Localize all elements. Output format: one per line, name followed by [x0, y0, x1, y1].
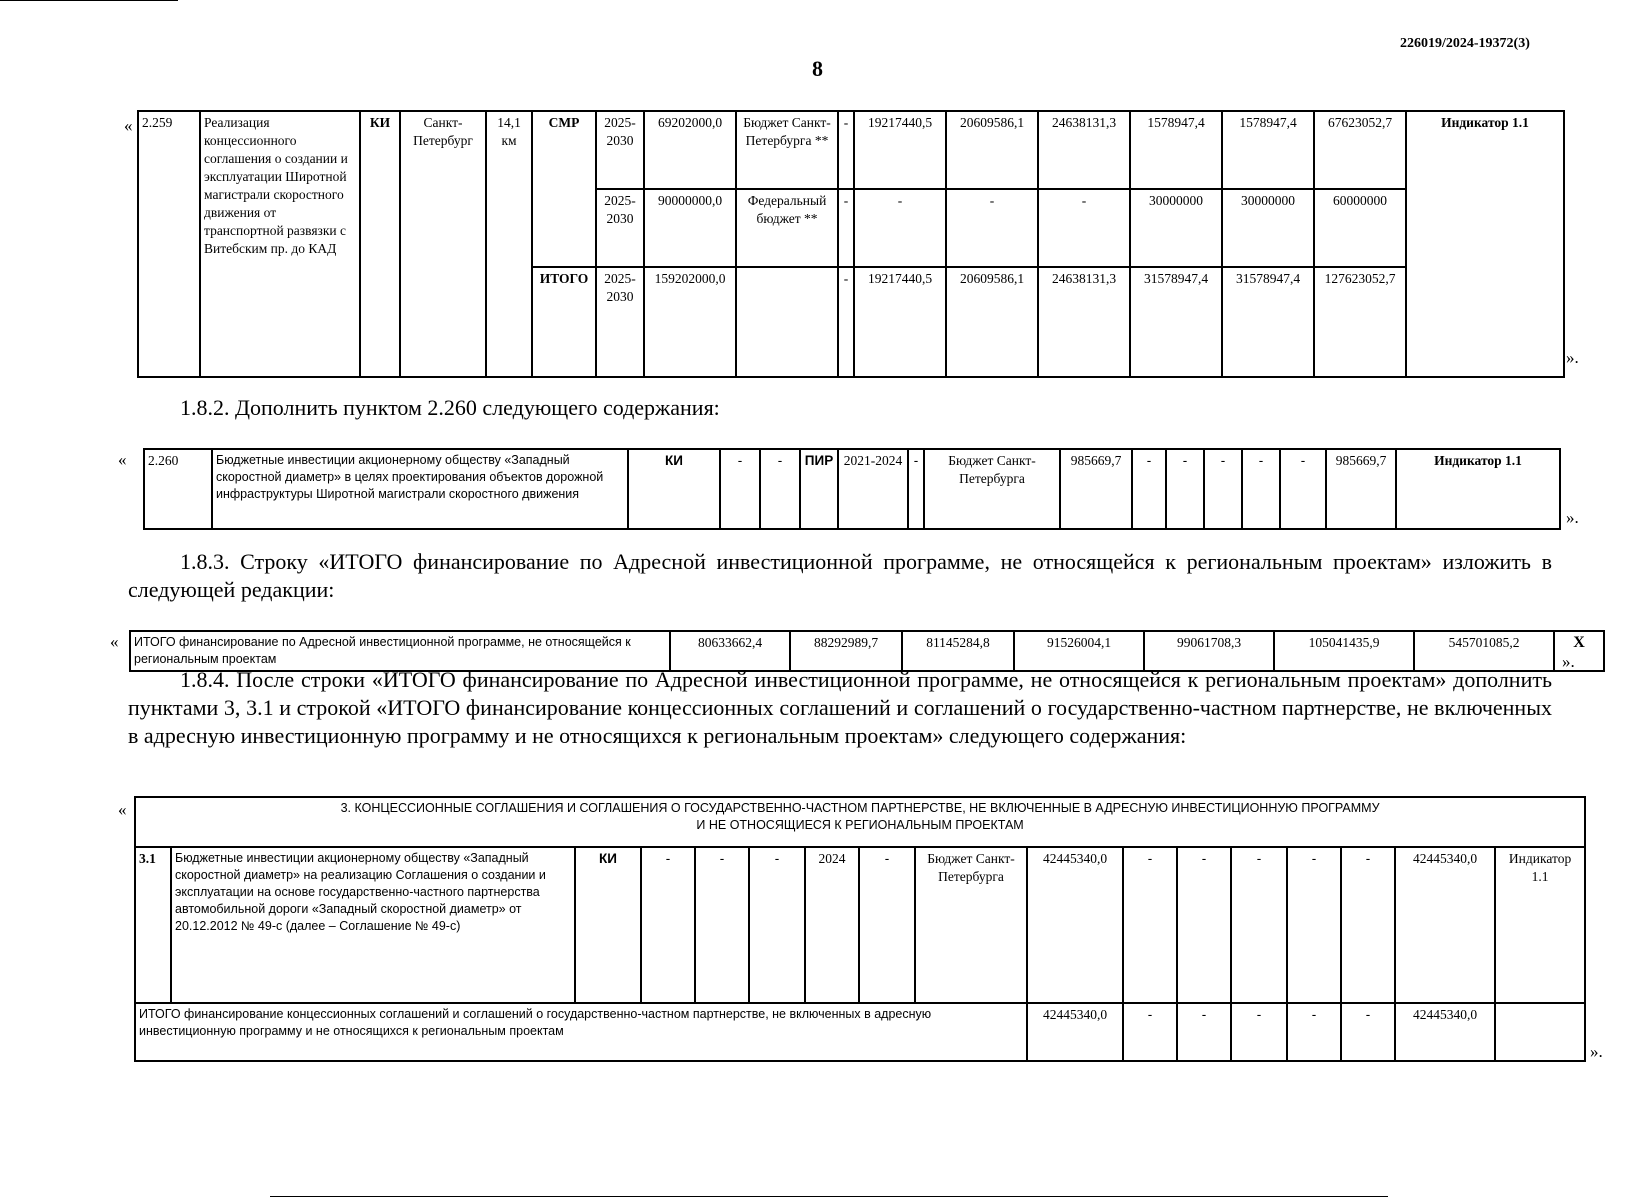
sum-cell: 60000000	[1314, 189, 1406, 267]
itogo-concession-sum: 42445340,0	[1395, 1003, 1495, 1061]
year-2-cell: -	[1177, 1003, 1231, 1061]
source-cell: Федеральный бюджет **	[736, 189, 838, 267]
paragraph-1-8-2: 1.8.2. Дополнить пунктом 2.260 следующего содержания:	[180, 395, 720, 420]
table-item-2-260	[143, 448, 1561, 530]
year-1-cell: -	[1123, 847, 1177, 1003]
sum-cell: 67623052,7	[1314, 111, 1406, 189]
sum-cell: 985669,7	[1326, 449, 1396, 529]
dash-cell: -	[859, 847, 915, 1003]
dash-cell: -	[641, 847, 695, 1003]
indicator-cell: Индикатор 1.1	[1396, 449, 1560, 529]
year-4-cell: -	[1287, 1003, 1341, 1061]
section-3-title-line-1: 3. КОНЦЕССИОННЫЕ СОГЛАШЕНИЯ И СОГЛАШЕНИЯ О ГОСУДАРСТВЕННО-ЧАСТНОМ ПАРТНЕРСТВЕ, НЕ ВКЛЮЧЕННЫЕ В АДРЕСНУЮ ИНВЕСТИЦИОННУЮ ПРОГРАММУ	[340, 801, 1380, 815]
period-cell: 2021-2024	[838, 449, 908, 529]
period-cell: 2025-2030	[596, 111, 644, 189]
itogo-value: 81145284,8	[902, 631, 1014, 671]
year-0-cell: -	[838, 267, 854, 377]
year-1-cell: 19217440,5	[854, 267, 946, 377]
scan-bottom-line	[270, 1196, 1388, 1197]
open-quote-section-3: «	[118, 800, 127, 819]
year-3-cell: 24638131,3	[1038, 267, 1130, 377]
year-4-cell: 1578947,4	[1130, 111, 1222, 189]
item-type: КИ	[360, 111, 400, 377]
year-5-cell: -	[1341, 847, 1395, 1003]
itogo-value: 545701085,2	[1414, 631, 1554, 671]
year-4-cell: -	[1287, 847, 1341, 1003]
source-cell: Бюджет Санкт-Петербурга	[924, 449, 1060, 529]
indicator-cell: Индикатор 1.1	[1406, 111, 1564, 377]
year-1-cell: 19217440,5	[854, 111, 946, 189]
itogo-value: 99061708,3	[1144, 631, 1274, 671]
paragraph-1-8-3: 1.8.3. Строку «ИТОГО финансирование по Адресной инвестиционной программе, не относящейся к региональным проектам» изложить в следующей редакции:	[128, 549, 1552, 602]
itogo-value: 80633662,4	[670, 631, 790, 671]
itogo-value: 91526004,1	[1014, 631, 1144, 671]
item-number: 2.260	[144, 449, 212, 529]
source-cell: Бюджет Санкт-Петербурга	[915, 847, 1027, 1003]
close-quote-259: ».	[1566, 348, 1579, 367]
itogo-value: 105041435,9	[1274, 631, 1414, 671]
year-3-cell: -	[1038, 189, 1130, 267]
item-name: Реализация концессионного соглашения о создании и эксплуатации Широтной магистрали скоростного движения от транспортной развязки с Витебским пр. до КАД	[200, 111, 360, 377]
year-5-cell: 30000000	[1222, 189, 1314, 267]
year-3-cell: -	[1231, 847, 1287, 1003]
dash-cell: -	[720, 449, 760, 529]
dash-cell: -	[749, 847, 805, 1003]
period-cell: 2025-2030	[596, 189, 644, 267]
year-5-cell: -	[1341, 1003, 1395, 1061]
work-kind-total: ИТОГО	[532, 267, 596, 377]
open-quote-260: «	[118, 450, 127, 469]
year-1-cell: -	[1132, 449, 1166, 529]
document-number: 226019/2024-19372(3)	[1400, 36, 1530, 51]
year-0-cell: -	[838, 189, 854, 267]
total-cell: 159202000,0	[644, 267, 736, 377]
work-kind-smr: СМР	[532, 111, 596, 267]
year-3-cell: 24638131,3	[1038, 111, 1130, 189]
year-2-cell: -	[1177, 847, 1231, 1003]
year-4-cell: 30000000	[1130, 189, 1222, 267]
itogo-mark: Х	[1554, 631, 1604, 671]
item-type: КИ	[628, 449, 720, 529]
paragraph-1-8-4: 1.8.4. После строки «ИТОГО финансирование по Адресной инвестиционной программе, не относящейся к региональным проектам» дополнить пунктами 3, 3.1 и строкой «ИТОГО финансирование концессионных соглашений и соглашений о государственно-частном партнерстве, не включенных в адресную инвестиционную программу и не относящихся к региональным проектам» следующего содержания:	[128, 667, 1552, 748]
item-location: Санкт-Петербург	[400, 111, 486, 377]
dash-cell: -	[695, 847, 749, 1003]
empty-cell	[1495, 1003, 1585, 1061]
year-cell: 2024	[805, 847, 859, 1003]
close-quote-260: ».	[1566, 508, 1579, 527]
indicator-cell: Индикатор 1.1	[1495, 847, 1585, 1003]
open-quote-259: «	[124, 116, 133, 135]
year-4-cell: 31578947,4	[1130, 267, 1222, 377]
year-1-cell: -	[1123, 1003, 1177, 1061]
itogo-label: ИТОГО финансирование по Адресной инвестиционной программе, не относящейся к региональным проектам	[130, 631, 670, 671]
page-number: 8	[812, 56, 823, 81]
item-name: Бюджетные инвестиции акционерному обществу «Западный скоростной диаметр» на реализацию Соглашения о создании и эксплуатации на основе государственно-частного партнерства автомобильной дороги «Западный скоростной диаметр» от 20.12.2012 № 49-с (далее – Соглашение № 49-с)	[171, 847, 575, 1003]
year-2-cell: -	[1166, 449, 1204, 529]
year-5-cell: -	[1280, 449, 1326, 529]
period-cell: 2025-2030	[596, 267, 644, 377]
item-capacity: 14,1 км	[486, 111, 532, 377]
itogo-concession-total: 42445340,0	[1027, 1003, 1123, 1061]
item-name: Бюджетные инвестиции акционерному обществу «Западный скоростной диаметр» в целях проектирования объектов дорожной инфраструктуры Широтной магистрали скоростного движения	[212, 449, 628, 529]
item-type: КИ	[575, 847, 641, 1003]
year-2-cell: 20609586,1	[946, 111, 1038, 189]
year-3-cell: -	[1204, 449, 1242, 529]
year-5-cell: 1578947,4	[1222, 111, 1314, 189]
table-section-3	[134, 796, 1586, 1062]
year-5-cell: 31578947,4	[1222, 267, 1314, 377]
item-number: 3.1	[135, 847, 171, 1003]
section-3-title	[135, 797, 1585, 847]
total-cell: 69202000,0	[644, 111, 736, 189]
total-cell: 90000000,0	[644, 189, 736, 267]
source-cell: Бюджет Санкт-Петербурга **	[736, 111, 838, 189]
total-cell: 42445340,0	[1027, 847, 1123, 1003]
source-cell	[736, 267, 838, 377]
year-2-cell: -	[946, 189, 1038, 267]
year-3-cell: -	[1231, 1003, 1287, 1061]
sum-cell: 42445340,0	[1395, 847, 1495, 1003]
year-2-cell: 20609586,1	[946, 267, 1038, 377]
section-3-title-line-2: И НЕ ОТНОСЯЩИЕСЯ К РЕГИОНАЛЬНЫМ ПРОЕКТАМ	[696, 818, 1024, 832]
itogo-value: 88292989,7	[790, 631, 902, 671]
dash-cell: -	[760, 449, 800, 529]
close-quote-itogo: ».	[1562, 652, 1575, 671]
close-quote-section-3: ».	[1590, 1042, 1603, 1061]
open-quote-itogo: «	[110, 632, 119, 651]
table-item-2-259	[137, 110, 1565, 378]
sum-cell: 127623052,7	[1314, 267, 1406, 377]
year-1-cell: -	[854, 189, 946, 267]
itogo-concession-label: ИТОГО финансирование концессионных соглашений и соглашений о государственно-частном партнерстве, не включенных в адресную инвестиционную программу и не относящихся к региональным проектам	[135, 1003, 1027, 1061]
year-0-cell: -	[838, 111, 854, 189]
year-4-cell: -	[1242, 449, 1280, 529]
item-number: 2.259	[138, 111, 200, 377]
work-kind: ПИР	[800, 449, 838, 529]
total-cell: 985669,7	[1060, 449, 1132, 529]
dash-cell: -	[908, 449, 924, 529]
scan-edge-line	[0, 0, 178, 1]
